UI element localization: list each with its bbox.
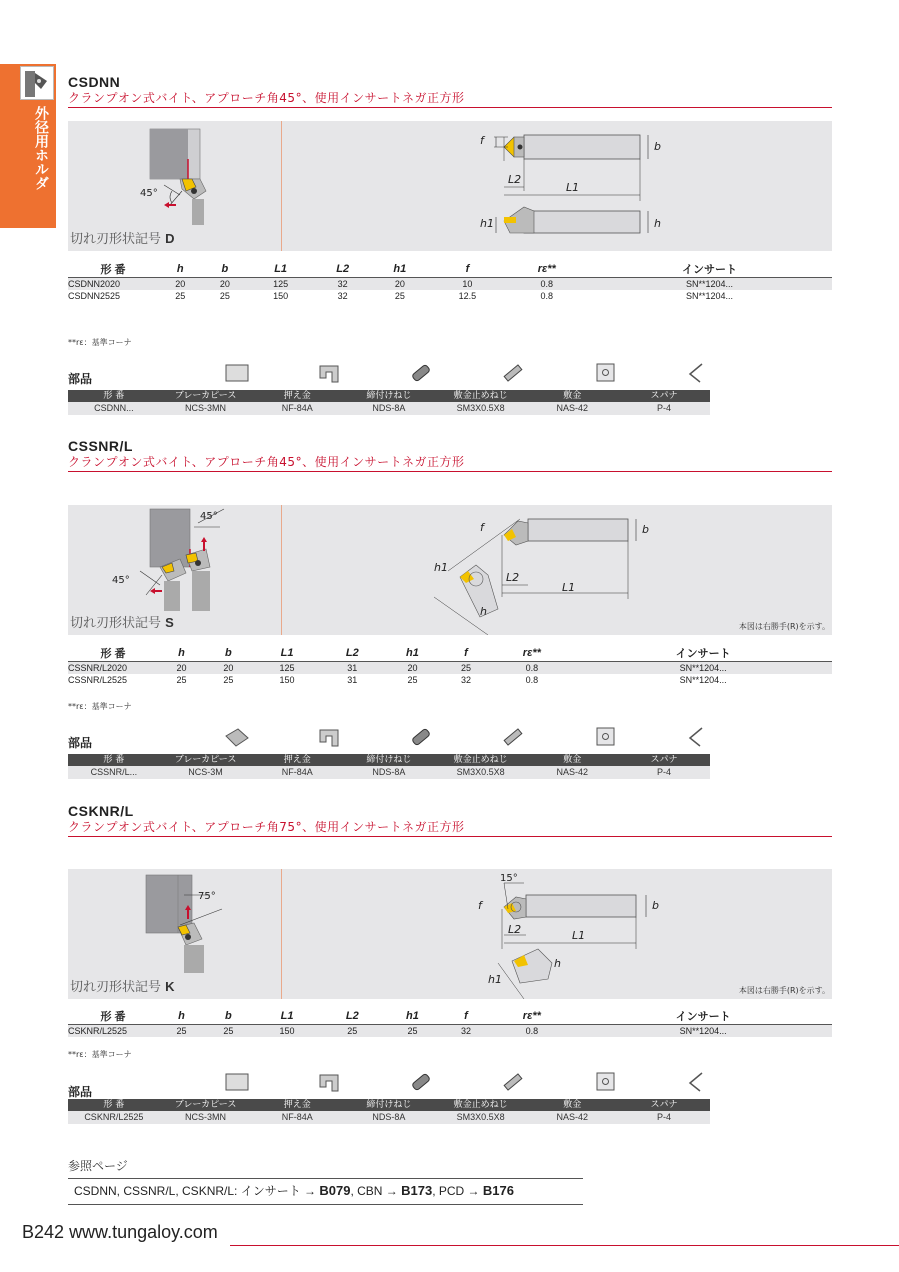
angle-label: 15° [500, 873, 518, 884]
clamp-screw-icon [406, 362, 436, 384]
wrench-icon [682, 1071, 712, 1093]
shim-screw-icon [498, 362, 528, 384]
table-row: CSDNN2525 25 25 150 32 25 12.5 0.8 SN**1204... [68, 290, 734, 301]
parts-icons [198, 1071, 710, 1093]
clamp-icon [314, 1071, 344, 1093]
dim-b: b [654, 140, 661, 153]
clamp-icon [314, 362, 344, 384]
parts-header: 形 番 ブレーカピース 押え金 締付けねじ 敷金止めねじ 敷金 スパナ [68, 390, 710, 402]
tool-drawing [68, 121, 832, 251]
page-footer [22, 1222, 218, 1243]
footer-rule [230, 1245, 899, 1246]
category-side-tab [0, 64, 56, 228]
dim-h1: h1 [434, 561, 448, 574]
tool-diagram [68, 869, 832, 999]
shim-icon [590, 1071, 620, 1093]
dim-l2: L2 [508, 923, 522, 936]
section-subtitle: クランプオン式バイト、アプローチ角45°、使用インサートネガ正方形 [68, 454, 832, 472]
dim-h: h [480, 605, 487, 618]
dim-h1: h1 [488, 973, 502, 986]
dim-h: h [554, 957, 561, 970]
right-hand-note: 本図は右勝手(R)を示す。 [738, 622, 830, 631]
parts-icons [198, 726, 710, 748]
tool-diagram [68, 121, 832, 251]
parts-title: 部品 [68, 736, 93, 750]
dim-b: b [652, 899, 659, 912]
parts-icons [198, 362, 710, 384]
reference-text: CSDNN, CSSNR/L, CSKNR/L: インサート → B079, CBN → B173, PCD → B176 [68, 1179, 583, 1205]
dim-h1: h1 [480, 217, 494, 230]
shim-icon [590, 726, 620, 748]
parts-block [68, 362, 710, 418]
shim-icon [590, 362, 620, 384]
breaker-piece-icon [222, 362, 252, 384]
parts-title: 部品 [68, 372, 93, 386]
re-note: **rε：基準コーナ [68, 1050, 132, 1059]
angle-label: 45° [140, 188, 158, 199]
dim-l2: L2 [506, 571, 520, 584]
dim-f: f [480, 134, 484, 147]
spec-table: 形 番 h b L1 L2 h1 f rε** インサート CSDNN2020 20 20 125 32 20 10 0.8 SN**1204... CSDNN2525 25 25 150 32 25 12.5 0.8 SN**1204... [68, 261, 832, 302]
parts-title: 部品 [68, 1085, 93, 1099]
angle-label: 75° [198, 891, 216, 902]
section-title: CSSNR/L [68, 438, 133, 454]
side-tab-label: 外径用ホルダ [33, 106, 49, 190]
table-row: CSSNR/L2525 25 25 150 31 25 32 0.8 SN**1204... [68, 674, 727, 685]
section-title: CSDNN [68, 74, 121, 90]
website-link[interactable]: www.tungaloy.com [69, 1222, 218, 1242]
clamp-icon [314, 726, 344, 748]
dim-l1: L1 [572, 929, 586, 942]
section-csknr [68, 803, 832, 1138]
parts-row: CSSNR/L... NCS-3M NF-84A NDS-8A SM3X0.5X8 NAS-42 P-4 [68, 766, 710, 779]
angle-label: 45° [200, 511, 218, 522]
section-subtitle: クランプオン式バイト、アプローチ角75°、使用インサートネガ正方形 [68, 819, 832, 837]
ref-link-b176[interactable]: B176 [482, 1183, 514, 1198]
wrench-icon [682, 362, 712, 384]
dim-l1: L1 [566, 181, 580, 194]
parts-row: CSDNN... NCS-3MN NF-84A NDS-8A SM3X0.5X8 NAS-42 P-4 [68, 402, 710, 415]
wrench-icon [682, 726, 712, 748]
dim-l1: L1 [562, 581, 576, 594]
turning-holder-icon [20, 66, 54, 100]
section-title: CSKNR/L [68, 803, 134, 819]
dim-f: f [478, 899, 482, 912]
parts-row: CSKNR/L2525 NCS-3MN NF-84A NDS-8A SM3X0.5X8 NAS-42 P-4 [68, 1111, 710, 1124]
tool-drawing [68, 869, 832, 999]
diagram-divider [281, 121, 282, 251]
tool-drawing [68, 505, 832, 635]
diagram-divider [281, 869, 282, 999]
ref-link-b173[interactable]: B173 [401, 1183, 433, 1198]
parts-header: 形 番 ブレーカピース 押え金 締付けねじ 敷金止めねじ 敷金 スパナ [68, 754, 710, 766]
shim-screw-icon [498, 1071, 528, 1093]
dim-f: f [480, 521, 484, 534]
tool-diagram [68, 505, 832, 635]
shim-screw-icon [498, 726, 528, 748]
spec-table: 形 番 h b L1 L2 h1 f rε** インサート CSSNR/L2020 20 20 125 31 20 25 0.8 SN**1204... CSSNR/L2525 25 25 150 31 25 32 0.8 SN**1204... [68, 645, 832, 686]
dim-b: b [642, 523, 649, 536]
ref-link-b079[interactable]: B079 [319, 1183, 351, 1198]
table-row: CSKNR/L2525 25 25 150 25 25 32 0.8 SN**1204... [68, 1025, 832, 1037]
page-number: B242 [22, 1222, 65, 1242]
diagram-divider [281, 505, 282, 635]
clamp-screw-icon [406, 726, 436, 748]
parts-block [68, 1071, 710, 1127]
breaker-piece-icon [222, 1071, 252, 1093]
spec-table: 形 番 h b L1 L2 h1 f rε** インサート CSKNR/L2525 25 25 150 25 25 32 0.8 SN**1204... [68, 1008, 832, 1037]
dim-h: h [654, 217, 661, 230]
section-subtitle: クランプオン式バイト、アプローチ角45°、使用インサートネガ正方形 [68, 90, 832, 108]
section-csdnn [68, 74, 832, 419]
breaker-piece-icon [222, 726, 252, 748]
table-row: CSDNN2020 20 20 125 32 20 10 0.8 SN**1204... [68, 278, 832, 290]
reference-box [68, 1157, 583, 1205]
cut-code: 切れ刃形状記号 S [70, 615, 174, 631]
reference-title: 参照ページ [68, 1157, 583, 1179]
cut-code: 切れ刃形状記号 K [70, 979, 175, 995]
section-cssnr [68, 438, 832, 783]
parts-header: 形 番 ブレーカピース 押え金 締付けねじ 敷金止めねじ 敷金 スパナ [68, 1099, 710, 1111]
right-hand-note: 本図は右勝手(R)を示す。 [738, 986, 830, 995]
re-note: **rε：基準コーナ [68, 702, 132, 711]
cut-code: 切れ刃形状記号 D [70, 231, 175, 247]
dim-l2: L2 [508, 173, 522, 186]
clamp-screw-icon [406, 1071, 436, 1093]
table-row: CSSNR/L2020 20 20 125 31 20 25 0.8 SN**1204... [68, 662, 832, 674]
parts-block [68, 726, 710, 782]
angle-label: 45° [112, 575, 130, 586]
re-note: **rε：基準コーナ [68, 338, 132, 347]
